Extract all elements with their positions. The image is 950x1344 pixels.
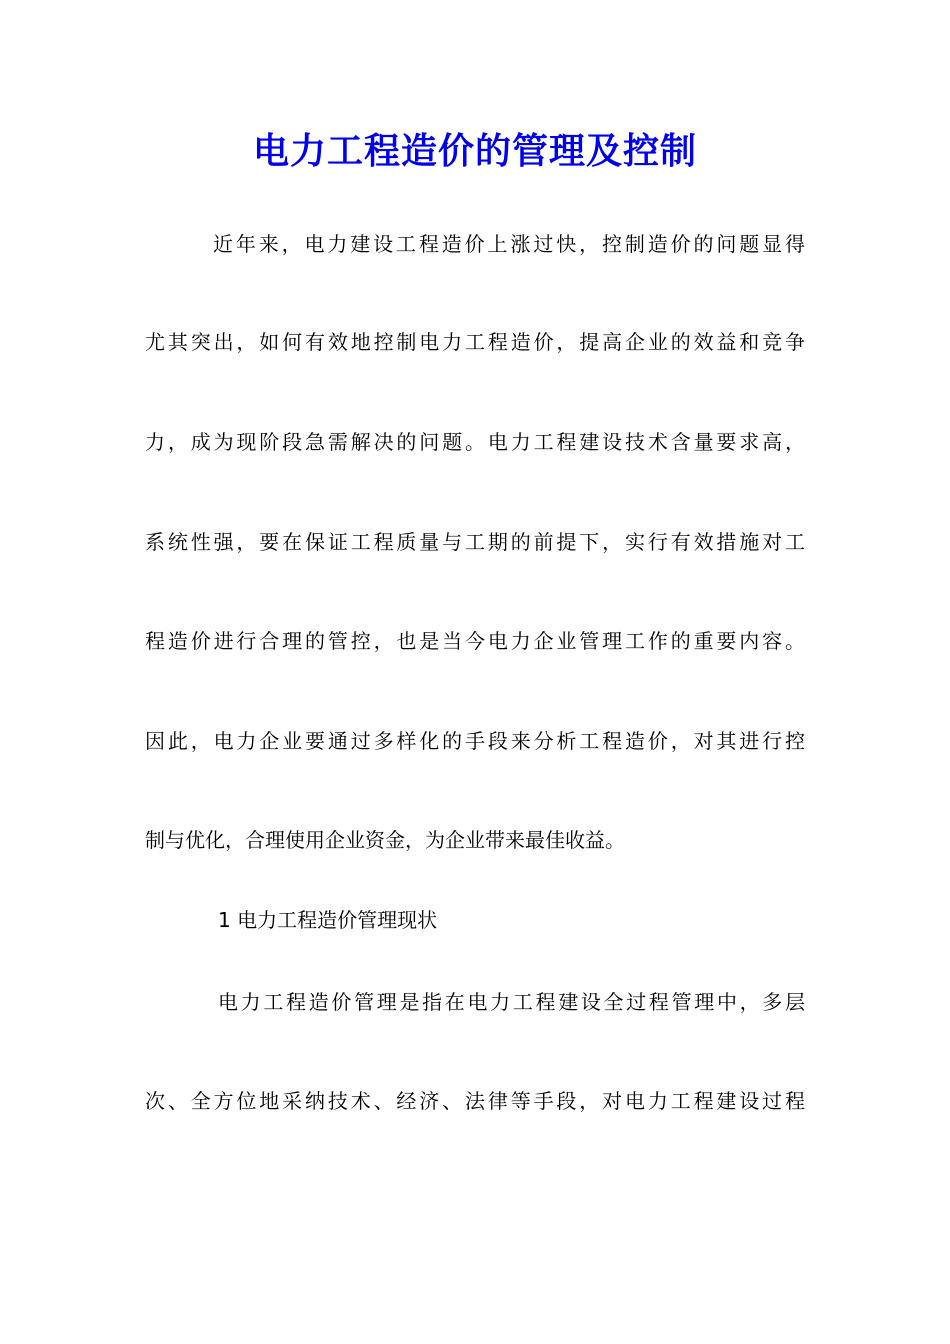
paragraph-line: 程造价进行合理的管控，也是当今电力企业管理工作的重要内容。 <box>145 629 805 653</box>
section-heading: 1 电力工程造价管理现状 <box>218 908 438 932</box>
paragraph-line: 尤其突出，如何有效地控制电力工程造价，提高企业的效益和竞争 <box>145 330 805 354</box>
paragraph-line: 因此，电力企业要通过多样化的手段来分析工程造价，对其进行控 <box>145 729 805 753</box>
paragraph-line: 近年来，电力建设工程造价上涨过快，控制造价的问题显得 <box>213 232 805 256</box>
paragraph-line: 次、全方位地采纳技术、经济、法律等手段，对电力工程建设过程 <box>145 1089 805 1113</box>
paragraph-line: 系统性强，要在保证工程质量与工期的前提下，实行有效措施对工 <box>145 530 805 554</box>
paragraph-line: 制与优化，合理使用企业资金，为企业带来最佳收益。 <box>145 828 625 852</box>
document-title: 电力工程造价的管理及控制 <box>252 130 697 172</box>
paragraph-line: 电力工程造价管理是指在电力工程建设全过程管理中，多层 <box>218 990 805 1014</box>
paragraph-line: 力，成为现阶段急需解决的问题。电力工程建设技术含量要求高， <box>145 430 805 454</box>
